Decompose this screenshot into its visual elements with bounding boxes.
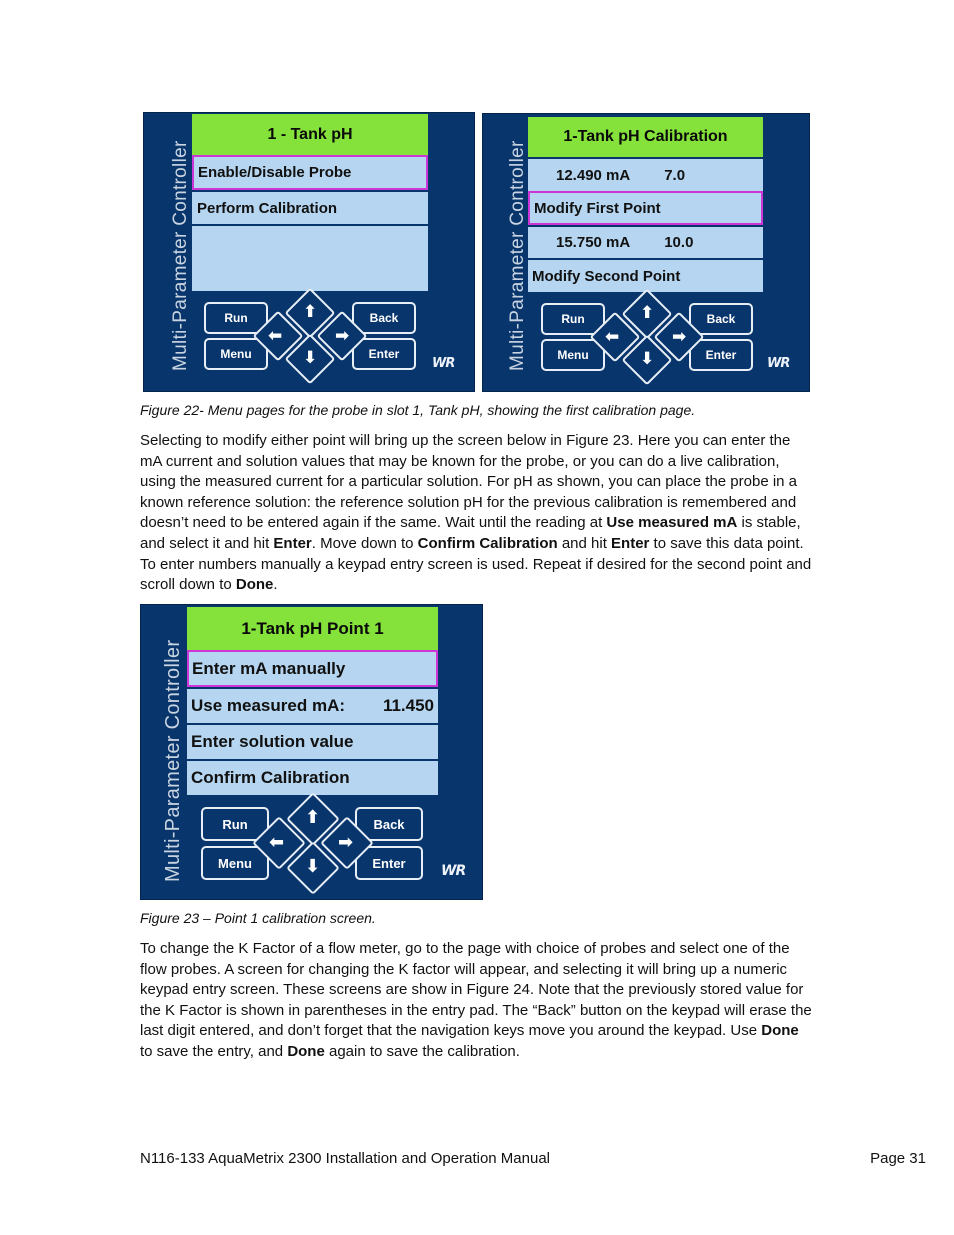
bold-term: Done — [235, 576, 274, 594]
back-button[interactable]: Back — [355, 807, 423, 841]
enter-button[interactable]: Enter — [689, 339, 753, 371]
arrow-left-icon: ⬅ — [268, 326, 283, 346]
arrow-up-icon: ⬆ — [640, 303, 655, 323]
arrow-down-icon: ⬇ — [303, 348, 318, 368]
point2-ph: 10.0 — [664, 234, 694, 251]
panel-side-label: Multi-Parameter Controller — [507, 140, 528, 371]
lcd-screen — [187, 607, 438, 797]
point2-ma: 15.750 mA — [556, 234, 631, 251]
run-button[interactable]: Run — [204, 302, 268, 334]
screen-title: 1 - Tank pH — [192, 114, 428, 155]
body-paragraph-1: Selecting to modify either point will bring up the screen below in Figure 23. Here you can enter the mA current and solution values that may be known for the probe, or you can do a live calibration, using the measured current for a particular solution. For pH as shown, you can place the probe in a known reference solution: the reference solution pH for the previous calibration is remembered and doesn’t need to be entered again if the same. Wait until the reading at Use measured mA is stable, and select it and hit Enter. Move down to Confirm Calibration and hit Enter to save this data point. To enter numbers manually a keypad entry screen is used. Repeat if desired for the second point and scroll down to Done. — [140, 432, 812, 594]
controller-panel-menu — [143, 112, 475, 392]
bold-term: Done — [287, 1042, 325, 1060]
figure-23-caption: Figure 23 – Point 1 calibration screen. — [140, 910, 376, 926]
arrow-right-icon: ➡ — [338, 832, 354, 853]
footer-document-title: N116-133 AquaMetrix 2300 Installation and Operation Manual — [140, 1150, 550, 1167]
confirm-calibration-item[interactable]: Confirm Calibration — [187, 759, 438, 795]
controller-panel-calibration — [482, 113, 810, 392]
point1-readout — [528, 157, 763, 191]
menu-item-enable-disable-probe[interactable]: Enable/Disable Probe — [192, 155, 428, 190]
menu-button[interactable]: Menu — [201, 846, 269, 880]
arrow-right-icon: ➡ — [335, 326, 350, 346]
use-measured-ma-item[interactable] — [187, 687, 438, 723]
arrow-up-icon: ⬆ — [303, 302, 318, 322]
lcd-screen — [528, 117, 763, 292]
body-paragraph-2: To change the K Factor of a flow meter, go to the page with choice of probes and select one of the flow probes. A screen for changing the K factor will appear, and selecting it will bring up a numeric keypad entry screen. These screens are show in Figure 24. Note that the previously stored value for the K Factor is shown in parentheses in the entry pad. The “Back” button on the keypad will erase the last digit entered, and don’t forget that the navigation keys move you around the keypad. Use Done to save the entry, and Done again to save the calibration. — [140, 940, 812, 1060]
panel-side-label: Multi-Parameter Controller — [162, 639, 184, 882]
enter-button[interactable]: Enter — [355, 846, 423, 880]
keypad — [199, 806, 425, 886]
enter-button[interactable]: Enter — [352, 338, 416, 370]
modify-first-point-item[interactable]: Modify First Point — [528, 191, 763, 225]
back-button[interactable]: Back — [352, 302, 416, 334]
keypad — [539, 302, 755, 376]
menu-item-perform-calibration[interactable]: Perform Calibration — [192, 190, 428, 224]
enter-ma-manually-item[interactable]: Enter mA manually — [187, 650, 438, 687]
bold-term: Done — [761, 1022, 799, 1040]
arrow-right-icon: ➡ — [672, 327, 687, 347]
menu-button[interactable]: Menu — [204, 338, 268, 370]
bold-term: Confirm Calibration — [417, 534, 558, 552]
run-button[interactable]: Run — [201, 807, 269, 841]
measured-ma-value: 11.450 — [382, 696, 434, 715]
enter-solution-value-item[interactable]: Enter solution value — [187, 723, 438, 759]
screen-title: 1-Tank pH Point 1 — [187, 607, 438, 650]
bold-term: Enter — [611, 534, 650, 552]
arrow-left-icon: ⬅ — [269, 832, 285, 853]
arrow-left-icon: ⬅ — [605, 327, 620, 347]
arrow-up-icon: ⬆ — [305, 807, 321, 828]
arrow-down-icon: ⬇ — [305, 856, 321, 877]
wr-logo: WR — [441, 863, 466, 879]
modify-second-point-item[interactable]: Modify Second Point — [528, 258, 763, 292]
arrow-down-icon: ⬇ — [640, 349, 655, 369]
screen-blank-area — [192, 224, 428, 291]
wr-logo: WR — [767, 356, 790, 371]
keypad — [202, 301, 418, 375]
point1-ma: 12.490 mA — [556, 166, 631, 184]
footer-page-number: Page 31 — [870, 1150, 926, 1167]
controller-panel-point1 — [140, 604, 483, 900]
lcd-screen — [192, 114, 428, 291]
point1-ph: 7.0 — [664, 166, 686, 184]
screen-title: 1-Tank pH Calibration — [528, 117, 763, 157]
run-button[interactable]: Run — [541, 303, 605, 335]
figure-22-caption: Figure 22- Menu pages for the probe in slot 1, Tank pH, showing the first calibration page. — [140, 402, 696, 418]
point2-readout — [528, 225, 763, 258]
back-button[interactable]: Back — [689, 303, 753, 335]
bold-term: Use measured mA — [606, 514, 738, 532]
bold-term: Enter — [273, 534, 312, 552]
panel-side-label: Multi-Parameter Controller — [170, 140, 191, 371]
wr-logo: WR — [432, 356, 455, 371]
use-measured-ma-label: Use measured mA: — [191, 696, 346, 715]
menu-button[interactable]: Menu — [541, 339, 605, 371]
